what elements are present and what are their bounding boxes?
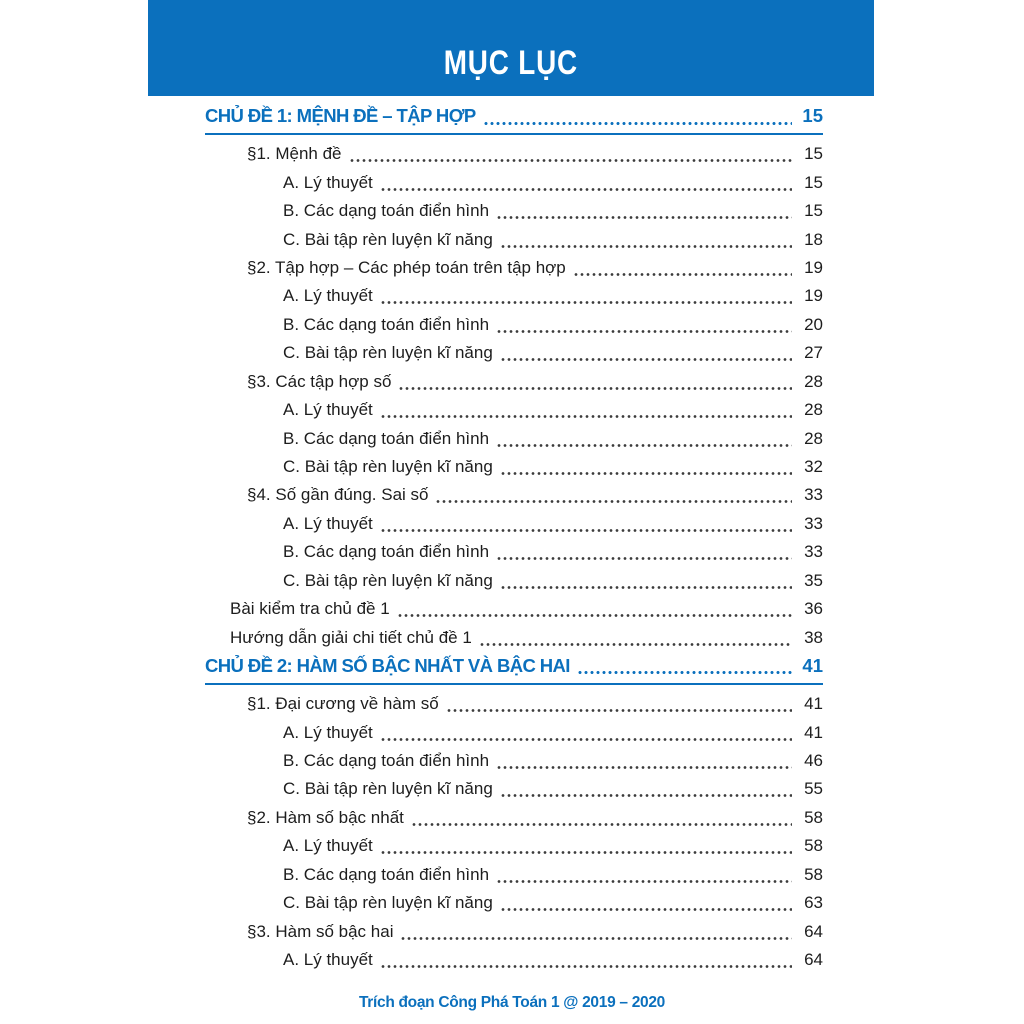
toc-row-label: A. Lý thuyết <box>283 950 373 970</box>
dot-leader <box>397 613 792 618</box>
toc-row-label: §3. Các tập hợp số <box>247 371 392 391</box>
toc-row <box>205 396 823 424</box>
toc-row-label: C. Bài tập rèn luyện kĩ năng <box>283 779 493 799</box>
toc-row-label: §2. Tập hợp – Các phép toán trên tập hợp <box>247 257 566 277</box>
header-band <box>148 0 874 96</box>
toc-row-label: B. Các dạng toán điển hình <box>283 542 490 562</box>
toc-row-label: §4. Số gần đúng. Sai số <box>247 485 429 505</box>
toc-row-page: 28 <box>804 400 823 420</box>
toc-row <box>205 889 823 917</box>
toc-row-page: 58 <box>804 807 823 827</box>
table-of-contents <box>205 102 823 974</box>
toc-row-page: 36 <box>804 599 823 619</box>
dot-leader <box>349 158 792 163</box>
toc-row <box>205 197 823 225</box>
dot-leader <box>573 272 792 277</box>
toc-row <box>205 453 823 481</box>
toc-row <box>205 718 823 746</box>
toc-row-label: Bài kiểm tra chủ đề 1 <box>230 599 390 619</box>
dot-leader <box>380 850 792 855</box>
toc-row-page: 20 <box>804 314 823 334</box>
toc-row <box>205 339 823 367</box>
toc-row-page: 15 <box>802 105 823 126</box>
toc-row <box>205 747 823 775</box>
toc-row-page: 38 <box>804 627 823 647</box>
toc-row-page: 41 <box>802 654 823 676</box>
toc-row-page: 33 <box>804 542 823 562</box>
toc-row-label: §1. Mệnh đề <box>247 144 342 164</box>
toc-row-label: A. Lý thuyết <box>283 286 373 306</box>
dot-leader <box>496 879 792 884</box>
dot-leader <box>500 907 792 912</box>
dot-leader <box>400 936 792 941</box>
toc-row-page: 28 <box>804 428 823 448</box>
toc-row-label: C. Bài tập rèn luyện kĩ năng <box>283 229 493 249</box>
dot-leader <box>496 443 792 448</box>
dot-leader <box>496 215 792 220</box>
toc-row-page: 41 <box>804 694 823 714</box>
dot-leader <box>500 244 792 249</box>
toc-row-page: 55 <box>804 779 823 799</box>
toc-row <box>205 623 823 651</box>
toc-row-label: B. Các dạng toán điển hình <box>283 428 490 448</box>
dot-leader <box>500 585 792 590</box>
toc-row <box>205 368 823 396</box>
toc-row-label: C. Bài tập rèn luyện kĩ năng <box>283 570 493 590</box>
dot-leader <box>483 121 792 126</box>
toc-row-page: 41 <box>804 722 823 742</box>
toc-row-label: B. Các dạng toán điển hình <box>283 314 490 334</box>
toc-row-page: 63 <box>804 893 823 913</box>
toc-row-page: 33 <box>804 485 823 505</box>
toc-row <box>205 424 823 452</box>
dot-leader <box>380 300 792 305</box>
toc-row-page: 64 <box>804 921 823 941</box>
toc-row <box>205 311 823 339</box>
toc-row <box>205 861 823 889</box>
toc-row-label: A. Lý thuyết <box>283 722 373 742</box>
dot-leader <box>398 386 792 391</box>
toc-row-label: C. Bài tập rèn luyện kĩ năng <box>283 893 493 913</box>
toc-row <box>205 282 823 310</box>
page-title: MỤC LỤC <box>443 44 579 82</box>
toc-row-page: 18 <box>804 229 823 249</box>
toc-row-label: CHỦ ĐỀ 2: HÀM SỐ BẬC NHẤT VÀ BẬC HAI <box>205 654 570 676</box>
toc-row <box>205 481 823 509</box>
toc-row-label: A. Lý thuyết <box>283 400 373 420</box>
dot-leader <box>380 187 792 192</box>
toc-row-label: B. Các dạng toán điển hình <box>283 750 490 770</box>
dot-leader <box>435 499 792 504</box>
toc-row-page: 15 <box>804 144 823 164</box>
toc-row-label: A. Lý thuyết <box>283 513 373 533</box>
toc-row-label: A. Lý thuyết <box>283 172 373 192</box>
toc-row-page: 15 <box>804 172 823 192</box>
dot-leader <box>380 964 792 969</box>
toc-row <box>205 917 823 945</box>
dot-leader <box>380 528 792 533</box>
toc-row-label: §2. Hàm số bậc nhất <box>247 807 404 827</box>
toc-row <box>205 168 823 196</box>
dot-leader <box>380 737 792 742</box>
toc-row-page: 58 <box>804 864 823 884</box>
toc-row <box>205 832 823 860</box>
toc-row-page: 33 <box>804 513 823 533</box>
toc-row-page: 15 <box>804 201 823 221</box>
dot-leader <box>496 556 792 561</box>
toc-row-page: 35 <box>804 570 823 590</box>
toc-row-label: CHỦ ĐỀ 1: MỆNH ĐỀ – TẬP HỢP <box>205 105 476 126</box>
dot-leader <box>479 642 792 647</box>
toc-row <box>205 946 823 974</box>
toc-row-label: §3. Hàm số bậc hai <box>247 921 394 941</box>
toc-row-page: 27 <box>804 343 823 363</box>
toc-row-label: A. Lý thuyết <box>283 836 373 856</box>
toc-chapter-row <box>205 653 823 685</box>
toc-row-label: B. Các dạng toán điển hình <box>283 864 490 884</box>
toc-row <box>205 538 823 566</box>
dot-leader <box>446 708 792 713</box>
toc-row-label: B. Các dạng toán điển hình <box>283 201 490 221</box>
dot-leader <box>577 670 792 675</box>
dot-leader <box>500 471 792 476</box>
toc-row-page: 64 <box>804 950 823 970</box>
toc-chapter-row <box>205 103 823 135</box>
dot-leader <box>380 414 792 419</box>
toc-row-page: 19 <box>804 257 823 277</box>
toc-row <box>205 140 823 168</box>
toc-row-label: C. Bài tập rèn luyện kĩ năng <box>283 343 493 363</box>
toc-row <box>205 567 823 595</box>
footer-note: Trích đoạn Công Phá Toán 1 @ 2019 – 2020 <box>358 994 666 1011</box>
toc-row-page: 28 <box>804 371 823 391</box>
dot-leader <box>500 357 792 362</box>
toc-row-label: §1. Đại cương về hàm số <box>247 694 439 714</box>
toc-row-label: C. Bài tập rèn luyện kĩ năng <box>283 457 493 477</box>
toc-row <box>205 804 823 832</box>
dot-leader <box>496 765 792 770</box>
toc-row <box>205 254 823 282</box>
toc-row <box>205 775 823 803</box>
toc-row-label: Hướng dẫn giải chi tiết chủ đề 1 <box>230 627 472 647</box>
toc-row <box>205 225 823 253</box>
dot-leader <box>500 793 792 798</box>
toc-row <box>205 595 823 623</box>
toc-row <box>205 510 823 538</box>
toc-row-page: 58 <box>804 836 823 856</box>
toc-row-page: 19 <box>804 286 823 306</box>
dot-leader <box>411 822 792 827</box>
toc-row-page: 32 <box>804 457 823 477</box>
dot-leader <box>496 329 792 334</box>
toc-row-page: 46 <box>804 750 823 770</box>
toc-row <box>205 690 823 718</box>
